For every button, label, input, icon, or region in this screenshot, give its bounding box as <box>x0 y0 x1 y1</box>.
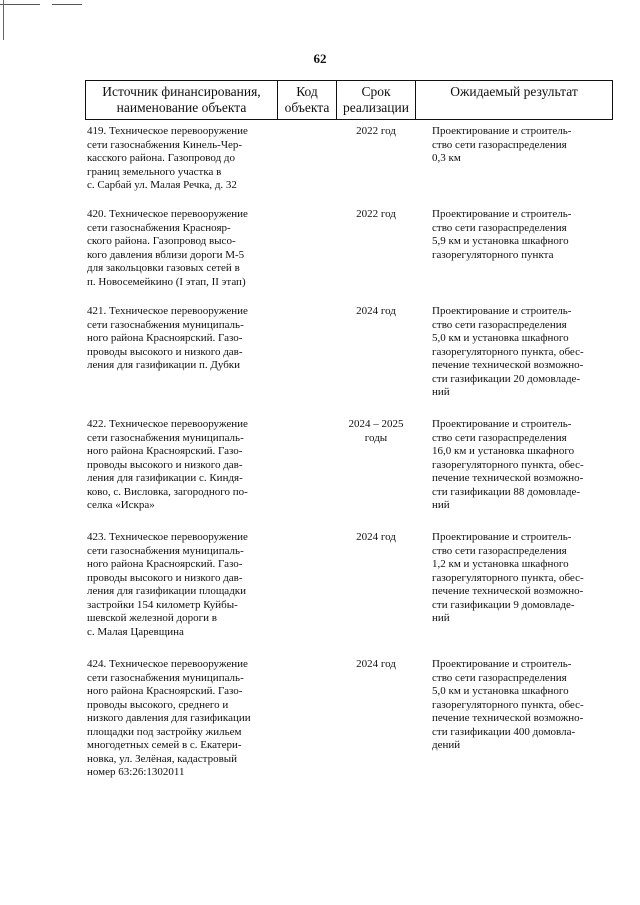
object-name: 423. Техническое перевооружение сети газоснабжения муниципаль- ного района Красноярский. Газо- проводы высокого и низкого дав- ления для газификации площадки застройки 154 километр Куйбы- шевской железной дороги в с. Малая Царевщина <box>87 531 248 638</box>
scan-artifact-line <box>0 4 40 5</box>
result-text: Проектирование и строитель- ство сети газораспределения 5,0 км и установка шкафного газорегуляторного пункта, обес- печение технической возможно- сти газификации 20 домовладе- ний <box>432 305 584 398</box>
object-name: 420. Техническое перевооружение сети газоснабжения Краснояр- ского района. Газопровод высо- кого давления вблизи дороги М-5 для закольцовки газовых сетей в п. Новосемейкино (I этап, II этап) <box>87 208 248 288</box>
table-header <box>85 80 613 120</box>
result-text: Проектирование и строитель- ство сети газораспределения 16,0 км и установка шкафного газорегуляторного пункта, обес- печение технической возможно- сти газификации 88 домовладе- ний <box>432 418 584 511</box>
result-text: Проектирование и строитель- ство сети газораспределения 5,0 км и установка шкафного газорегуляторного пункта, обес- печение технической возможно- сти газификации 400 домовла- дений <box>432 658 584 751</box>
term-value: 2022 год <box>356 125 396 137</box>
result-text: Проектирование и строитель- ство сети газораспределения 5,9 км и установка шкафного газорегуляторного пункта <box>432 208 572 261</box>
term-value: 2024 – 2025 годы <box>348 418 404 444</box>
page-edge <box>3 0 4 40</box>
term-value: 2024 год <box>356 531 396 543</box>
object-name: 421. Техническое перевооружение сети газоснабжения муниципаль- ного района Красноярский. Газо- проводы высокого и низкого дав- ления для газификации п. Дубки <box>87 305 248 371</box>
object-name: 422. Техническое перевооружение сети газоснабжения муниципаль- ного района Красноярский. Газо- проводы высокого и низкого дав- ления для газификации с. Киндя- ково, с. Висловка, загородного по- селка «Искра» <box>87 418 248 511</box>
header-code: Код объекта <box>278 81 337 119</box>
result-text: Проектирование и строитель- ство сети газораспределения 1,2 км и установка шкафного газорегуляторного пункта, обес- печение технической возможно- сти газификации 9 домовладе- ний <box>432 531 584 624</box>
header-term: Срок реализации <box>337 81 416 119</box>
scan-artifact-line <box>52 4 82 5</box>
result-text: Проектирование и строитель- ство сети газораспределения 0,3 км <box>432 125 572 164</box>
header-source: Источник финансирования, наименование объекта <box>86 81 278 119</box>
term-value: 2024 год <box>356 658 396 670</box>
header-result: Ожидаемый результат <box>416 81 613 119</box>
object-name: 419. Техническое перевооружение сети газоснабжения Кинель-Чер- касского района. Газопровод до границ земельного участка в с. Сарбай ул. Малая Речка, д. 32 <box>87 125 248 191</box>
page-number: 62 <box>313 51 327 66</box>
term-value: 2024 год <box>356 305 396 317</box>
term-value: 2022 год <box>356 208 396 220</box>
object-name: 424. Техническое перевооружение сети газоснабжения муниципаль- ного района Красноярский. Газо- проводы высокого, среднего и низкого давления для газификации площадки под застройку жильем многодетных семей в с. Екатери- новка, ул. Зелёная, кадастровый номер 63:26:1302011 <box>87 658 251 778</box>
